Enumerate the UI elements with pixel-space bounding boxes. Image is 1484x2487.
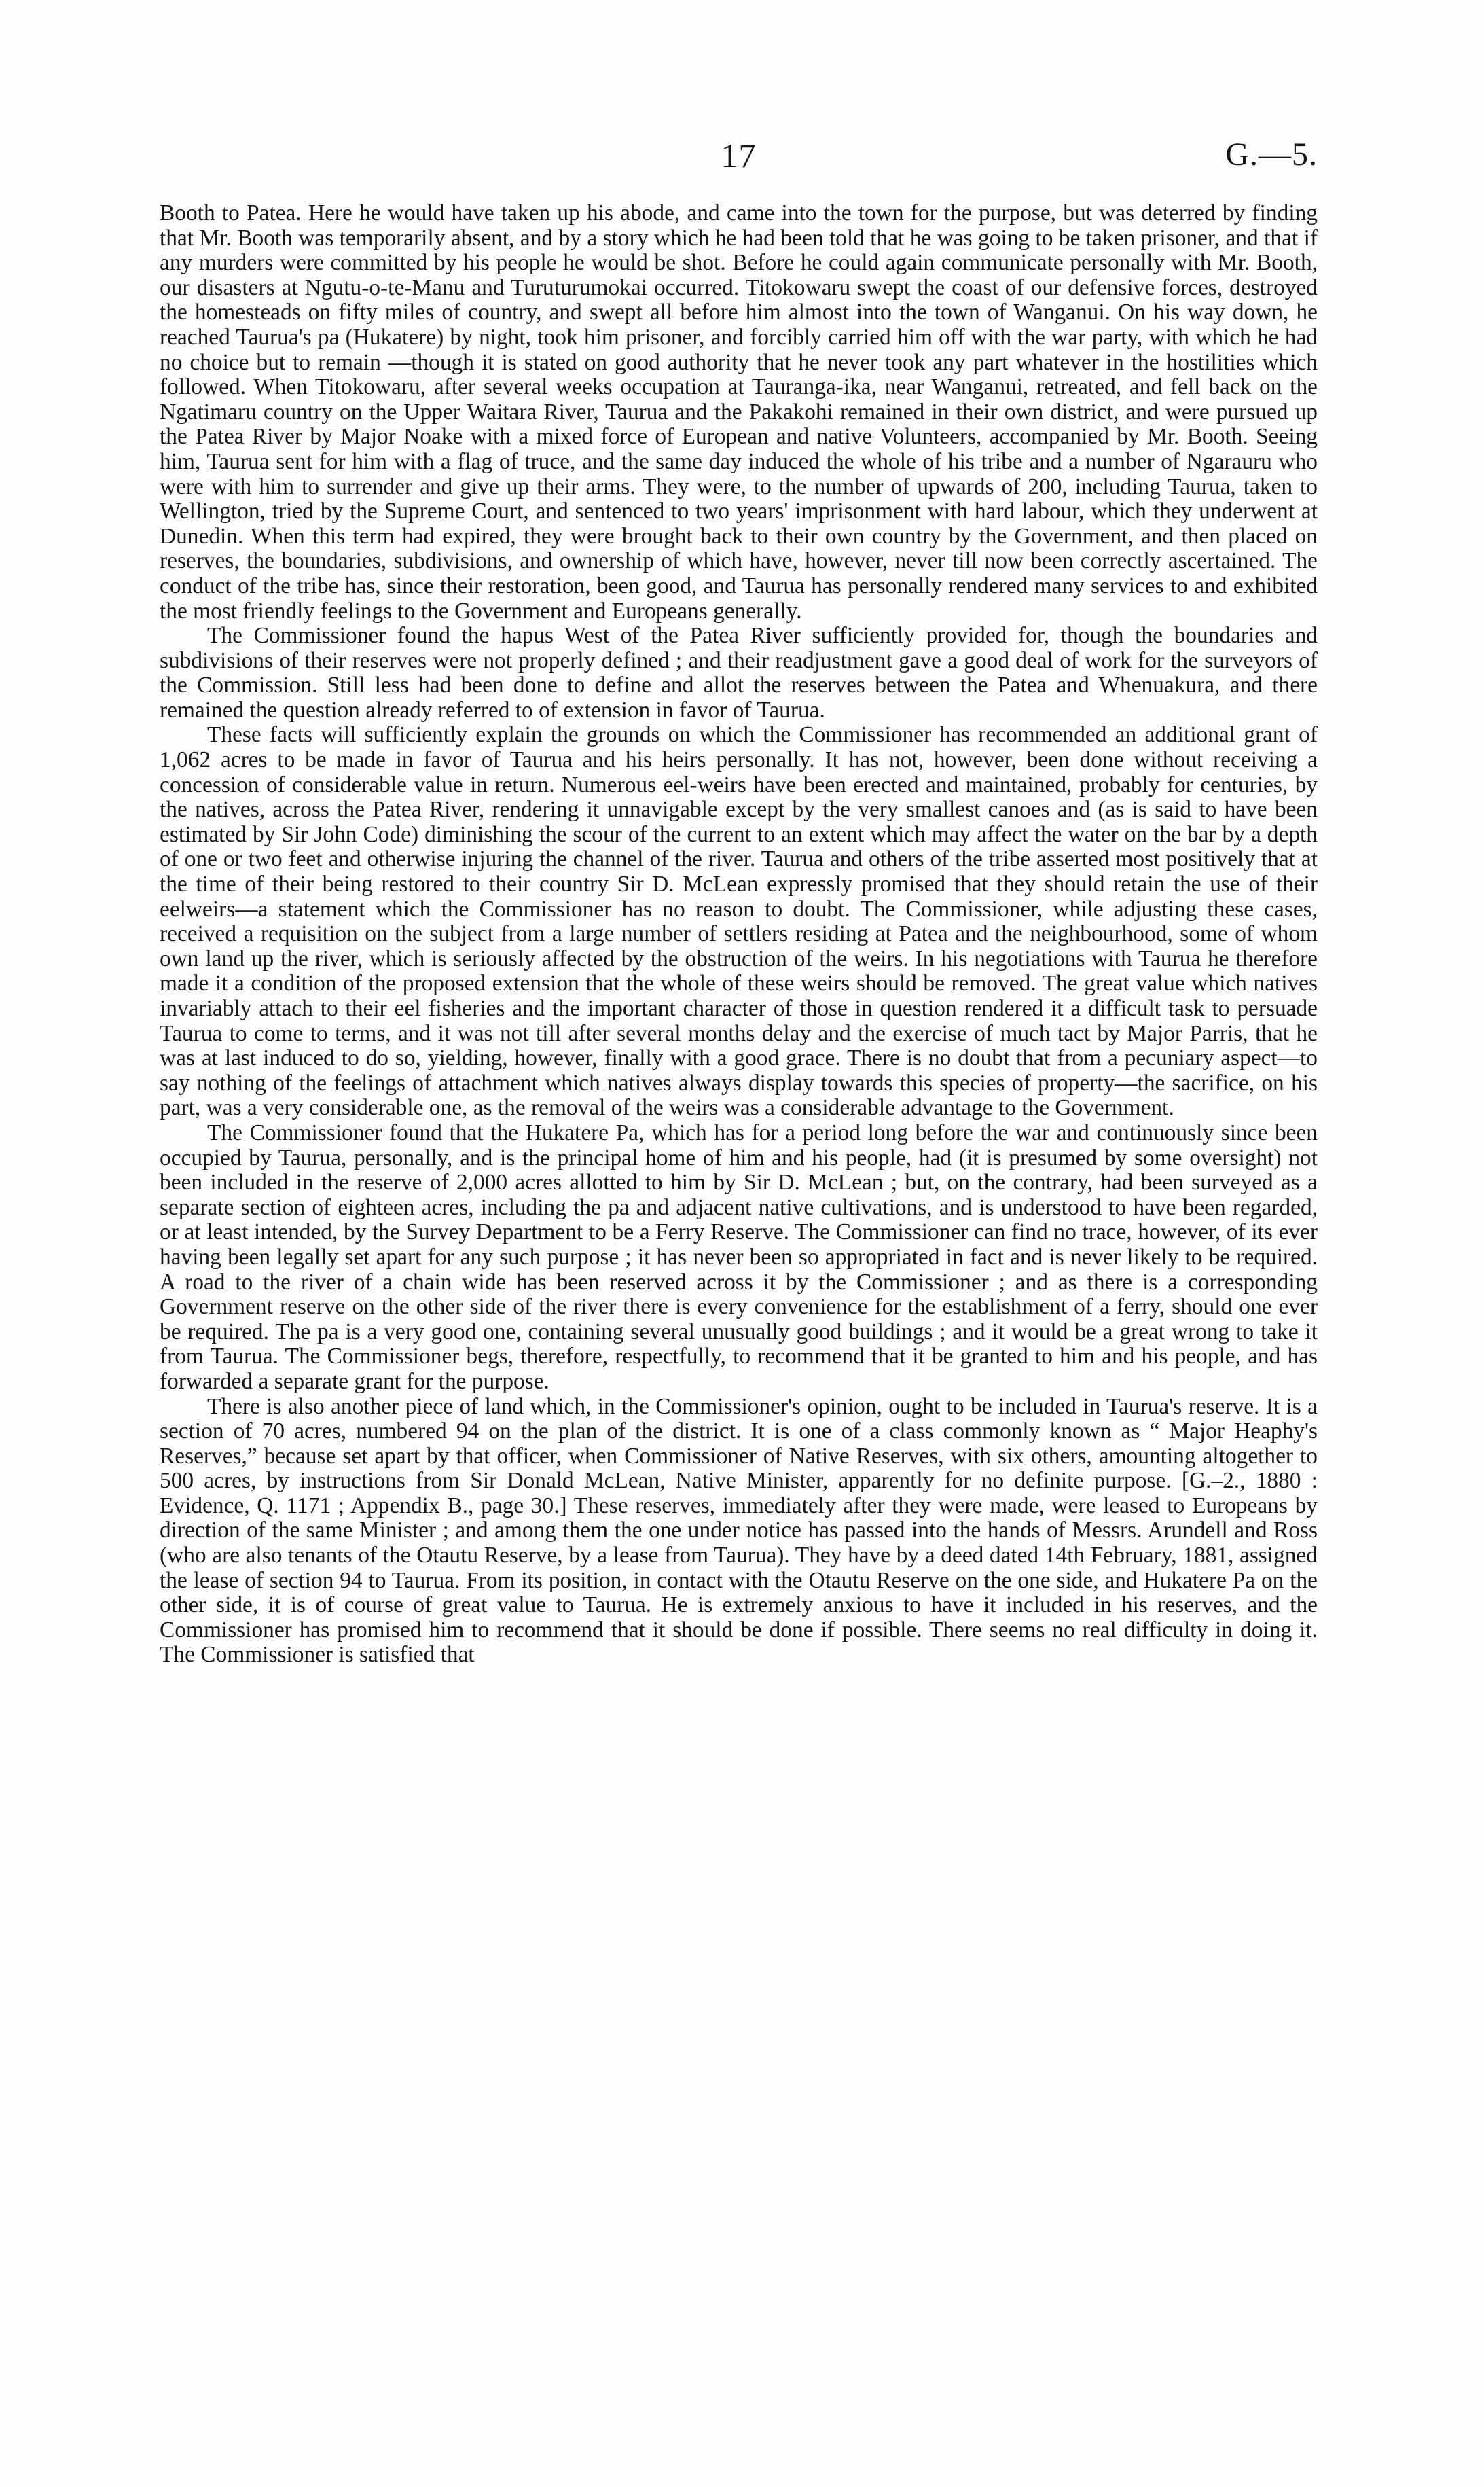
paragraph-5: There is also another piece of land which, in the Commissioner's opinion, ought to be included in Taurua's reserve. It is a section of 70 acres, numbered 94 on the plan of the district. It is one of a class commonly known as “ Major Heaphy's Reserves,” because set apart by that officer, when Commissioner of Native Reserves, with six others, amounting altogether to 500 acres, by instructions from Sir Donald McLean, Native Minister, apparently for no definite purpose. [G.–2., 1880 : Evidence, Q. 1171 ; Appendix B., page 30.] These reserves, immediately after they were made, were leased to Europeans by direction of the same Minister ; and among them the one under notice has passed into the hands of Messrs. Arundell and Ross (who are also tenants of the Otautu Reserve, by a lease from Taurua). They have by a deed dated 14th February, 1881, assigned the lease of section 94 to Taurua. From its position, in contact with the Otautu Reserve on the one side, and Hukatere Pa on the other side, it is of course of great value to Taurua. He is extremely anxious to have it included in his reserves, and the Commissioner has promised him to recommend that it should be done if possible. There seems no real difficulty in doing it. The Commissioner is satisfied that — [160, 1393, 1318, 1668]
paragraph-3: These facts will sufficiently explain the grounds on which the Commissioner has recommended an additional grant of 1,062 acres to be made in favor of Taurua and his heirs personally. It has not, however, been done without receiving a concession of considerable value in return. Numerous eel-weirs have been erected and maintained, probably for centuries, by the natives, across the Patea River, rendering it unnavigable except by the very smallest canoes and (as is said to have been estimated by Sir John Code) diminishing the scour of the current to an extent which may affect the water on the bar by a depth of one or two feet and otherwise injuring the channel of the river. Taurua and others of the tribe asserted most positively that at the time of their being restored to their country Sir D. McLean expressly promised that they should retain the use of their eelweirs—a statement which the Commissioner has no reason to doubt. The Commissioner, while adjusting these cases, received a requisition on the subject from a large number of settlers residing at Patea and the neighbourhood, some of whom own land up the river, which is seriously affected by the obstruction of the weirs. In his negotiations with Taurua he therefore made it a condition of the proposed extension that the whole of these weirs should be removed. The great value which natives invariably attach to their eel fisheries and the important character of those in question rendered it a difficult task to persuade Taurua to come to terms, and it was not till after several months delay and the exercise of much tact by Major Parris, that he was at last induced to do so, yielding, however, finally with a good grace. There is no doubt that from a pecuniary aspect—to say nothing of the feelings of attachment which natives always display towards this species of property—the sacrifice, on his part, was a very considerable one, as the removal of the weirs was a considerable advantage to the Government. — [160, 722, 1318, 1121]
body-text — [160, 201, 1318, 1668]
document-reference: G.—5. — [1225, 137, 1318, 173]
paragraph-1: Booth to Patea. Here he would have taken up his abode, and came into the town for the purpose, but was deterred by finding that Mr. Booth was temporarily absent, and by a story which he had been told that he was going to be taken prisoner, and that if any murders were committed by his people he would be shot. Before he could again communicate personally with Mr. Booth, our disasters at Ngutu-o-te-Manu and Turuturumokai occurred. Titokowaru swept the coast of our defensive forces, destroyed the homesteads on fifty miles of country, and swept all before him almost into the town of Wanganui. On his way down, he reached Taurua's pa (Hukatere) by night, took him prisoner, and forcibly carried him off with the war party, with which he had no choice but to remain —though it is stated on good authority that he never took any part whatever in the hostilities which followed. When Titokowaru, after several weeks occupation at Tauranga-ika, near Wanganui, retreated, and fell back on the Ngatimaru country on the Upper Waitara River, Taurua and the Pakakohi remained in their own district, and were pursued up the Patea River by Major Noake with a mixed force of European and native Volunteers, accompanied by Mr. Booth. Seeing him, Taurua sent for him with a flag of truce, and the same day induced the whole of his tribe and a number of Ngarauru who were with him to surrender and give up their arms. They were, to the number of upwards of 200, including Taurua, taken to Wellington, tried by the Supreme Court, and sentenced to two years' imprisonment with hard labour, which they underwent at Dunedin. When this term had expired, they were brought back to their own country by the Government, and then placed on reserves, the boundaries, subdivisions, and ownership of which have, however, never till now been correctly ascertained. The conduct of the tribe has, since their restoration, been good, and Taurua has personally rendered many services to and exhibited the most friendly feelings to the Government and Europeans generally. — [160, 200, 1318, 624]
page-number: 17 — [721, 137, 757, 175]
page-header — [160, 136, 1318, 183]
paragraph-4: The Commissioner found that the Hukatere Pa, which has for a period long before the war and continuously since been occupied by Taurua, personally, and is the principal home of him and his people, had (it is presumed by some oversight) not been included in the reserve of 2,000 acres allotted to him by Sir D. McLean ; but, on the contrary, had been surveyed as a separate section of eighteen acres, including the pa and adjacent native cultivations, and is understood to have been regarded, or at least intended, by the Survey Department to be a Ferry Reserve. The Commissioner can find no trace, however, of its ever having been legally set apart for any such purpose ; it has never been so appropriated in fact and is never likely to be required. A road to the river of a chain wide has been reserved across it by the Commissioner ; and as there is a corresponding Government reserve on the other side of the river there is every convenience for the establishment of a ferry, should one ever be required. The pa is a very good one, containing several unusually good buildings ; and it would be a great wrong to take it from Taurua. The Commissioner begs, therefore, respectfully, to recommend that it be granted to him and his people, and has forwarded a separate grant for the purpose. — [160, 1120, 1318, 1394]
paragraph-2: The Commissioner found the hapus West of the Patea River sufficiently provided for, though the boundaries and subdivisions of their reserves were not properly defined ; and their readjustment gave a good deal of work for the surveyors of the Commission. Still less had been done to define and allot the reserves between the Patea and Whenuakura, and there remained the question already referred to of extension in favor of Taurua. — [160, 623, 1318, 723]
